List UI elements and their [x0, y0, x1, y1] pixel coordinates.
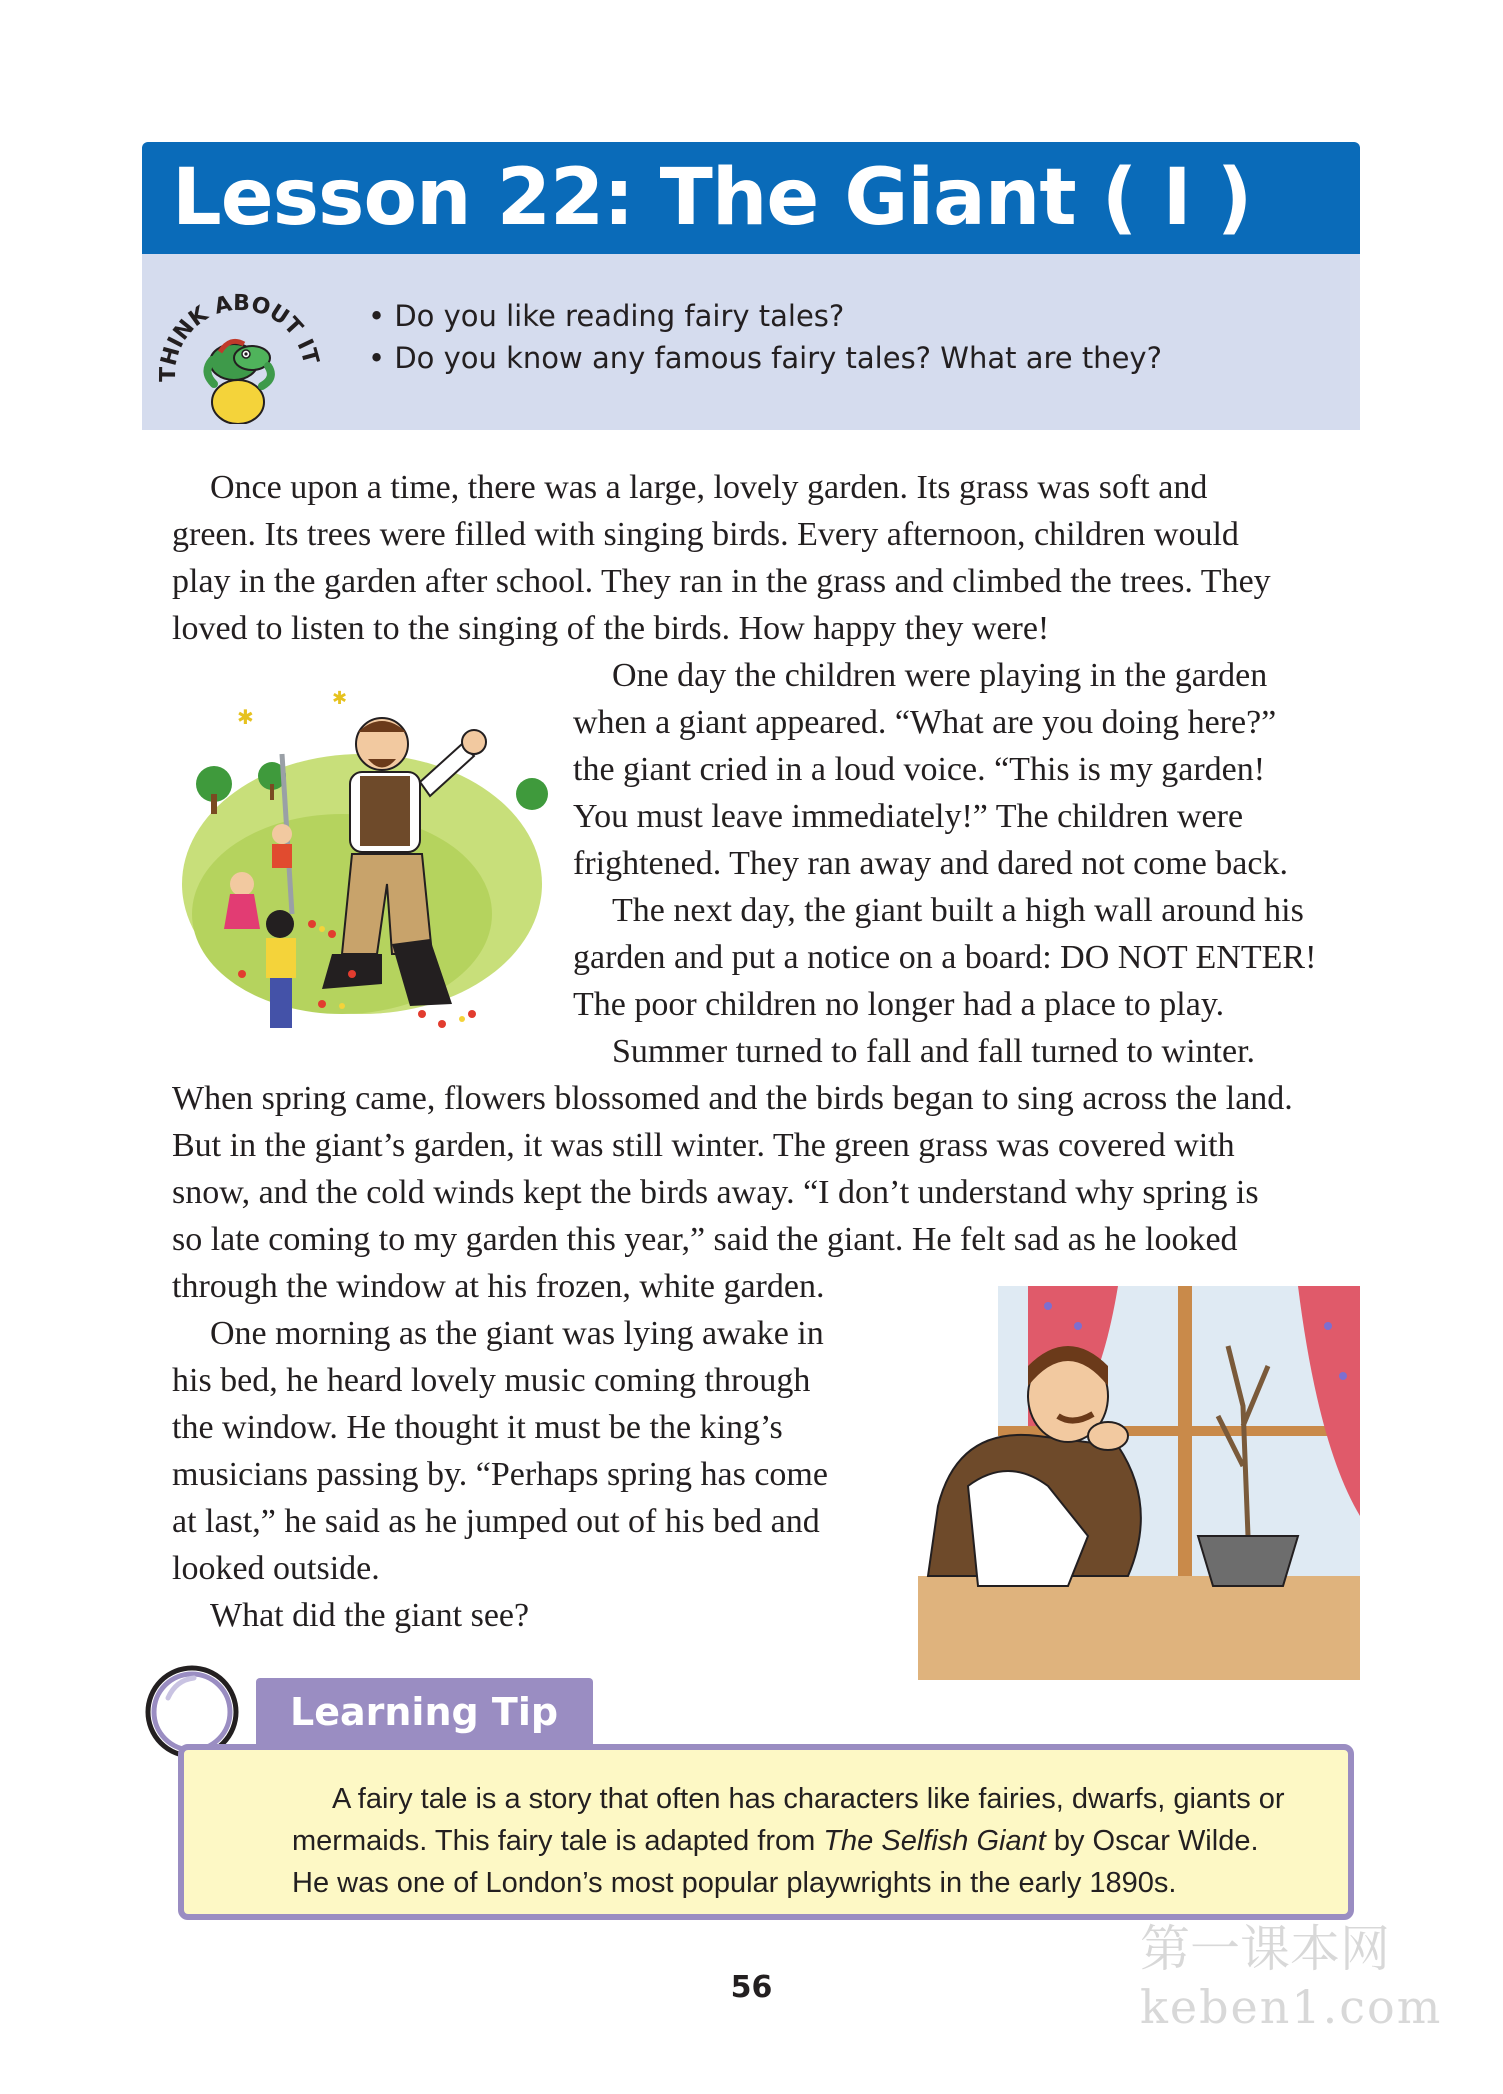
watermark-text-cn: 第一课本网	[1140, 1920, 1390, 1978]
giant-at-window-illustration	[918, 1286, 1360, 1680]
learning-tip-tab	[256, 1678, 593, 1746]
svg-text:✱: ✱	[332, 688, 348, 708]
story-line: musicians passing by. “Perhaps spring has come	[172, 1456, 828, 1493]
giant-chasing-children-illustration	[182, 684, 554, 1056]
svg-text:✱: ✱	[237, 707, 254, 729]
story-line: Summer turned to fall and fall turned to winter.	[612, 1033, 1256, 1070]
story-line: The poor children no longer had a place to play.	[573, 986, 1225, 1023]
watermark-logo	[1140, 1918, 1470, 2036]
story-line: through the window at his frozen, white garden.	[172, 1268, 825, 1305]
story-line: at last,” he said as he jumped out of his bed and	[172, 1503, 820, 1540]
think-question-1: • Do you like reading fairy tales?	[368, 299, 845, 333]
story-line: Once upon a time, there was a large, lovely garden. Its grass was soft and	[210, 469, 1208, 506]
story-line: frightened. They ran away and dared not come back.	[573, 845, 1288, 882]
story-line: But in the giant’s garden, it was still winter. The green grass was covered with	[172, 1127, 1235, 1164]
story-line: You must leave immediately!” The children were	[573, 798, 1244, 835]
story-line: the giant cried in a loud voice. “This is my garden!	[573, 751, 1266, 788]
learning-tip-box	[178, 1744, 1354, 1920]
story-line: green. Its trees were filled with singing birds. Every afternoon, children would	[172, 516, 1239, 553]
story-line: The next day, the giant built a high wall around his	[612, 892, 1304, 929]
story-line: when a giant appeared. “What are you doing here?”	[573, 704, 1277, 741]
learning-tip-text: by Oscar Wilde.	[1045, 1825, 1259, 1857]
story-line: What did the giant see?	[210, 1597, 530, 1634]
story-line: loved to listen to the singing of the birds. How happy they were!	[172, 610, 1050, 647]
story-line: When spring came, flowers blossomed and the birds began to sing across the land.	[172, 1080, 1293, 1117]
story-line: the window. He thought it must be the king’s	[172, 1409, 783, 1446]
learning-tip-line-3: He was one of London’s most popular playwrights in the early 1890s.	[292, 1867, 1177, 1899]
story-line: his bed, he heard lovely music coming through	[172, 1362, 811, 1399]
think-question-2: • Do you know any famous fairy tales? What are they?	[368, 341, 1162, 375]
learning-tip-label: Learning Tip	[290, 1690, 559, 1734]
watermark-text-url: keben1.com	[1140, 1980, 1443, 2034]
learning-tip-line-1: A fairy tale is a story that often has characters like fairies, dwarfs, giants or	[332, 1783, 1285, 1815]
story-line: play in the garden after school. They ran in the grass and climbed the trees. They	[172, 563, 1271, 600]
story-line: garden and put a notice on a board: DO NOT ENTER!	[573, 939, 1317, 976]
story-line: so late coming to my garden this year,” said the giant. He felt sad as he looked	[172, 1221, 1238, 1258]
book-title: The Selfish Giant	[823, 1825, 1046, 1857]
story-line: One morning as the giant was lying awake in	[210, 1315, 824, 1352]
lesson-title-banner	[142, 142, 1360, 254]
lesson-title: Lesson 22: The Giant ( I )	[172, 153, 1252, 243]
story-line: snow, and the cold winds kept the birds away. “I don’t understand why spring is	[172, 1174, 1259, 1211]
learning-tip-text: mermaids. This fairy tale is adapted from	[292, 1825, 824, 1857]
story-line: looked outside.	[172, 1550, 380, 1587]
think-about-it-box	[142, 254, 1360, 430]
page-number: 56	[730, 1970, 773, 2005]
think-about-it-label: THINK ABOUT IT	[156, 290, 324, 383]
think-about-it-mascot-icon	[154, 274, 324, 424]
learning-tip-line-2	[292, 1820, 1259, 1862]
story-line: One day the children were playing in the garden	[612, 657, 1268, 694]
